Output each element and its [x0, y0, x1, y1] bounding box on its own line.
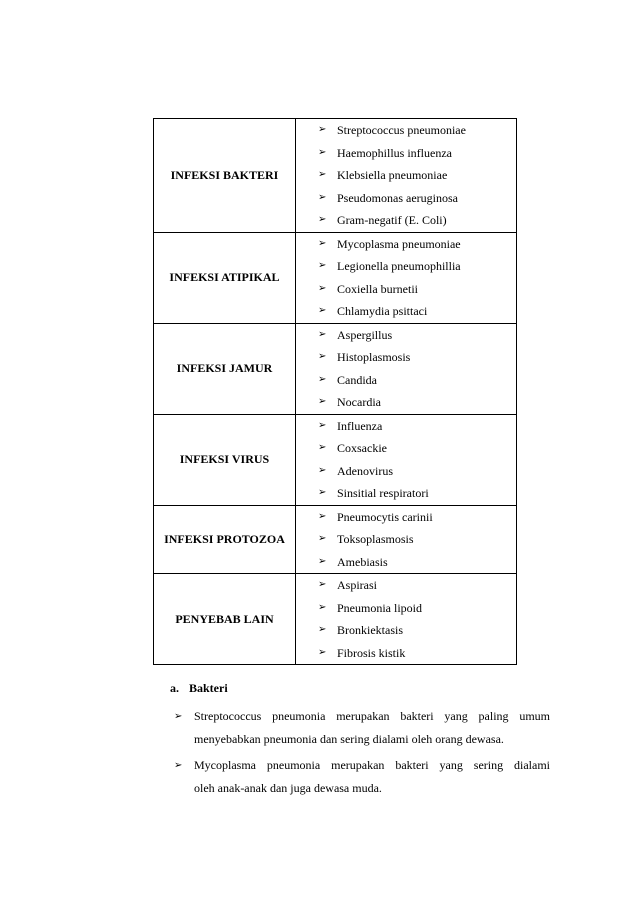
- arrow-bullet-icon: ➢: [318, 328, 327, 340]
- table-row: [154, 505, 517, 574]
- paragraph-line: menyebabkan pneumonia dan sering dialami oleh orang dewasa.: [194, 732, 504, 746]
- list-item: [318, 506, 516, 529]
- organism-name: Coxiella burnetii: [337, 281, 418, 296]
- arrow-bullet-icon: ➢: [318, 373, 327, 385]
- list-item: [318, 415, 516, 438]
- organism-name: Sinsitial respiratori: [337, 486, 429, 500]
- arrow-bullet-icon: ➢: [318, 191, 327, 203]
- organism-list: [296, 233, 516, 323]
- arrow-bullet-icon: ➢: [318, 396, 327, 407]
- list-item: [318, 597, 516, 620]
- list-item: [318, 142, 516, 165]
- arrow-bullet-icon: ➢: [174, 711, 183, 722]
- list-item: [318, 209, 516, 232]
- arrow-bullet-icon: ➢: [318, 169, 327, 180]
- arrow-bullet-icon: ➢: [318, 237, 327, 249]
- organism-name: Klebsiella pneumoniae: [337, 168, 448, 182]
- arrow-bullet-icon: ➢: [318, 146, 327, 158]
- table-row: [154, 574, 517, 665]
- list-item: [318, 460, 516, 483]
- organism-name: Candida: [337, 372, 377, 387]
- section-paragraphs: [170, 705, 550, 800]
- table-row: [154, 119, 517, 233]
- organism-name: Streptococcus pneumoniae: [337, 123, 466, 137]
- list-item: [318, 437, 516, 460]
- paragraph-line: Streptococcus pneumonia merupakan bakteri yang paling umum: [194, 709, 550, 723]
- items-cell: [296, 414, 517, 505]
- list-item: [318, 233, 516, 256]
- list-item: [318, 324, 516, 347]
- paragraph-line: oleh anak-anak dan juga dewasa muda.: [194, 781, 382, 795]
- table-row: [154, 323, 517, 414]
- section-title: Bakteri: [189, 681, 228, 695]
- category-label: INFEKSI PROTOZOA: [164, 531, 285, 546]
- organism-name: Mycoplasma pneumoniae: [337, 236, 461, 251]
- list-item: [318, 346, 516, 369]
- organism-name: Haemophillus influenza: [337, 145, 452, 160]
- arrow-bullet-icon: ➢: [318, 260, 327, 271]
- section-marker: a.: [170, 681, 179, 695]
- category-cell: [154, 414, 296, 505]
- arrow-bullet-icon: ➢: [318, 214, 327, 225]
- organism-list: [296, 415, 516, 505]
- table-row: [154, 232, 517, 323]
- organism-name: Aspergillus: [337, 327, 393, 342]
- list-item: [318, 164, 516, 187]
- organism-list: [296, 574, 516, 664]
- paragraph-line: Mycoplasma pneumonia merupakan bakteri yang sering dialami: [194, 758, 550, 772]
- organism-list: [296, 119, 516, 232]
- organism-name: Influenza: [337, 418, 383, 433]
- organism-name: Pneumocytis carinii: [337, 509, 433, 524]
- list-item: [318, 300, 516, 323]
- table-body: [154, 119, 517, 665]
- arrow-bullet-icon: ➢: [318, 510, 327, 522]
- items-cell: [296, 574, 517, 665]
- category-label: INFEKSI BAKTERI: [170, 167, 279, 182]
- arrow-bullet-icon: ➢: [318, 487, 327, 498]
- category-cell: [154, 323, 296, 414]
- category-cell: [154, 232, 296, 323]
- list-item: [318, 528, 516, 551]
- arrow-bullet-icon: ➢: [318, 442, 327, 453]
- list-item: [318, 187, 516, 210]
- arrow-bullet-icon: ➢: [318, 124, 327, 135]
- list-item: [318, 119, 516, 142]
- organism-name: Adenovirus: [337, 463, 393, 478]
- bacteria-section: [170, 680, 550, 803]
- list-item: [318, 619, 516, 642]
- organism-name: Chlamydia psittaci: [337, 304, 428, 318]
- organism-name: Histoplasmosis: [337, 350, 411, 364]
- organism-name: Coxsackie: [337, 441, 387, 455]
- arrow-bullet-icon: ➢: [318, 305, 327, 316]
- arrow-bullet-icon: ➢: [318, 601, 327, 613]
- section-heading: [170, 680, 550, 696]
- list-item: [318, 255, 516, 278]
- organism-list: [296, 506, 516, 574]
- category-cell: [154, 505, 296, 574]
- arrow-bullet-icon: ➢: [318, 533, 327, 544]
- category-label: INFEKSI JAMUR: [176, 361, 273, 375]
- arrow-bullet-icon: ➢: [318, 646, 327, 658]
- bullet-paragraph: [174, 705, 550, 751]
- arrow-bullet-icon: ➢: [318, 579, 327, 590]
- organism-list: [296, 324, 516, 414]
- organism-name: Pneumonia lipoid: [337, 600, 422, 615]
- category-label: PENYEBAB LAIN: [175, 611, 274, 626]
- list-item: [318, 278, 516, 301]
- organism-name: Gram-negatif (E. Coli): [337, 213, 447, 227]
- organism-name: Nocardia: [337, 395, 381, 409]
- arrow-bullet-icon: ➢: [318, 282, 327, 294]
- arrow-bullet-icon: ➢: [318, 351, 327, 362]
- items-cell: [296, 232, 517, 323]
- organism-name: Legionella pneumophillia: [337, 259, 461, 273]
- organism-name: Aspirasi: [337, 578, 377, 592]
- organism-name: Amebiasis: [337, 554, 388, 569]
- arrow-bullet-icon: ➢: [174, 760, 183, 771]
- items-cell: [296, 323, 517, 414]
- list-item: [318, 574, 516, 597]
- organism-name: Fibrosis kistik: [337, 645, 406, 660]
- arrow-bullet-icon: ➢: [318, 419, 327, 431]
- list-item: [318, 369, 516, 392]
- arrow-bullet-icon: ➢: [318, 464, 327, 476]
- list-item: [318, 642, 516, 665]
- list-item: [318, 551, 516, 574]
- arrow-bullet-icon: ➢: [318, 624, 327, 635]
- category-label: INFEKSI VIRUS: [179, 452, 270, 466]
- organism-name: Bronkiektasis: [337, 623, 403, 637]
- bullet-paragraph: [174, 754, 550, 800]
- pneumonia-causes-table: [153, 118, 517, 665]
- list-item: [318, 391, 516, 414]
- list-item: [318, 482, 516, 505]
- items-cell: [296, 505, 517, 574]
- category-label: INFEKSI ATIPIKAL: [169, 270, 280, 284]
- organism-name: Pseudomonas aeruginosa: [337, 190, 458, 205]
- table-row: [154, 414, 517, 505]
- items-cell: [296, 119, 517, 233]
- organism-name: Toksoplasmosis: [337, 532, 414, 546]
- category-cell: [154, 574, 296, 665]
- arrow-bullet-icon: ➢: [318, 555, 327, 567]
- category-cell: [154, 119, 296, 233]
